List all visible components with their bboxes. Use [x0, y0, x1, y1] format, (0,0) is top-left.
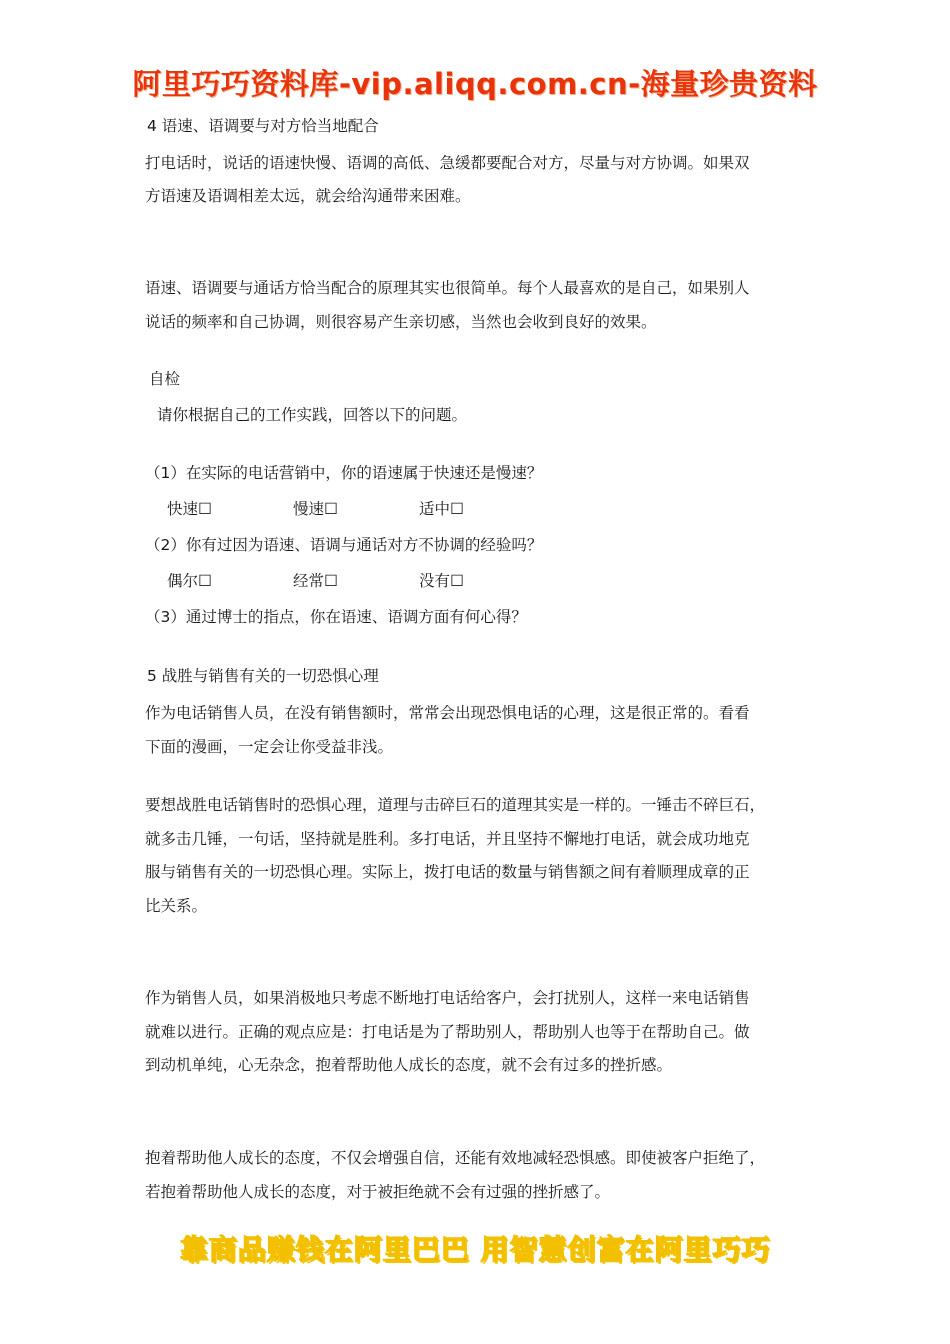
- section4-para2-line2: 说话的频率和自己协调，则很容易产生亲切感，当然也会收到良好的效果。: [145, 313, 657, 331]
- q2-option-often[interactable]: 经常☐: [293, 572, 338, 590]
- q2-option-never[interactable]: 没有☐: [419, 572, 464, 590]
- section5-para2-line1: 要想战胜电话销售时的恐惧心理，道理与击碎巨石的道理其实是一样的。一锤击不碎巨石，: [145, 796, 766, 814]
- section5-para3-line1: 作为销售人员，如果消极地只考虑不断地打电话给客户，会打扰别人，这样一来电话销售: [145, 989, 750, 1007]
- footer-banner: 靠商品赚钱在阿里巴巴 用智慧创富在阿里巧巧: [179, 1233, 771, 1266]
- section5-para1-line2: 下面的漫画，一定会让你受益非浅。: [145, 738, 394, 756]
- question-3: （3）通过博士的指点，你在语速、语调方面有何心得？: [145, 608, 527, 626]
- section5-para4-line2: 若抱着帮助他人成长的态度，对于被拒绝就不会有过强的挫折感了。: [145, 1183, 611, 1201]
- section5-para4-line1: 抱着帮助他人成长的态度，不仅会增强自信，还能有效地减轻恐惧感。即使被客户拒绝了，: [145, 1149, 766, 1167]
- section5-para2-line4: 比关系。: [145, 897, 208, 915]
- q2-option-occasionally[interactable]: 偶尔☐: [167, 572, 212, 590]
- q1-option-fast[interactable]: 快速☐: [167, 500, 212, 518]
- section5-para2-line2: 就多击几锤，一句话，坚持就是胜利。多打电话，并且坚持不懈地打电话，就会成功地克: [145, 830, 750, 848]
- header-banner: 阿里巧巧资料库-vip.aliqq.com.cn-海量珍贵资料: [132, 67, 818, 101]
- section4-para1-line2: 方语速及语调相差太远，就会给沟通带来困难。: [145, 187, 471, 205]
- self-check-intro: 请你根据自己的工作实践，回答以下的问题。: [157, 406, 468, 424]
- section5-para3-line3: 到动机单纯，心无杂念，抱着帮助他人成长的态度，就不会有过多的挫折感。: [145, 1056, 673, 1074]
- section4-heading: 4 语速、语调要与对方恰当地配合: [147, 117, 379, 135]
- section4-para1-line1: 打电话时，说话的语速快慢、语调的高低、急缓都要配合对方，尽量与对方协调。如果双: [145, 154, 750, 172]
- q1-option-moderate[interactable]: 适中☐: [419, 500, 464, 518]
- section5-para3-line2: 就难以进行。正确的观点应是：打电话是为了帮助别人，帮助别人也等于在帮助自己。做: [145, 1023, 750, 1041]
- q1-option-slow[interactable]: 慢速☐: [293, 500, 338, 518]
- question-2: （2）你有过因为语速、语调与通话对方不协调的经验吗？: [145, 536, 543, 554]
- section5-para2-line3: 服与销售有关的一切恐惧心理。实际上，拨打电话的数量与销售额之间有着顺理成章的正: [145, 863, 750, 881]
- section5-para1-line1: 作为电话销售人员，在没有销售额时，常常会出现恐惧电话的心理，这是很正常的。看看: [145, 704, 750, 722]
- section5-heading: 5 战胜与销售有关的一切恐惧心理: [147, 667, 379, 685]
- section4-para2-line1: 语速、语调要与通话方恰当配合的原理其实也很简单。每个人最喜欢的是自己，如果别人: [145, 279, 750, 297]
- question-1: （1）在实际的电话营销中，你的语速属于快速还是慢速？: [145, 464, 543, 482]
- self-check-title: 自检: [149, 370, 181, 388]
